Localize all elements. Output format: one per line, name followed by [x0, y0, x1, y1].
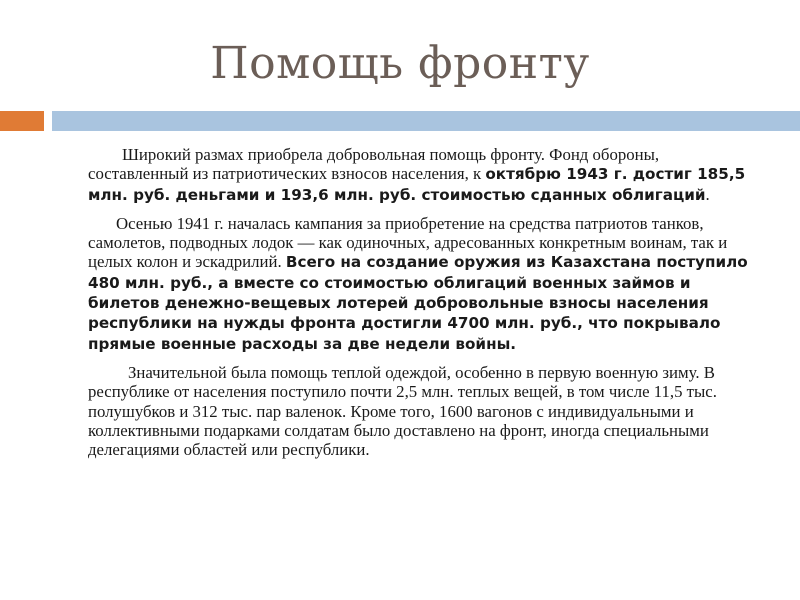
paragraph-1: [88, 145, 760, 205]
slide-body: [88, 145, 760, 468]
paragraph-bold-text: Всего на создание оружия из Казахстана поступило 480 млн. руб., а вместе со стоимостью облигаций военных займов и билетов денежно-вещевых лотерей добровольные взносы населения республики на нужды фронта достигли 4700 млн. руб., что покрывало прямые военные расходы за две недели войны.: [88, 253, 748, 353]
slide-title: Помощь фронту: [210, 38, 590, 89]
accent-bar-right: [52, 111, 800, 131]
paragraph-bold-text: октябрю 1943 г. достиг 185,5 млн. руб. деньгами и 193,6 млн. руб. стоимостью сданных облигаций: [88, 165, 746, 204]
paragraph-text: Широкий размах приобрела добровольная помощь фронту. Фонд обороны, составленный из патриотических взносов населения, к: [88, 145, 660, 184]
paragraph-text: Осенью 1941 г. началась кампания за приобретение на средства патриотов танков, самолетов, подводных лодок — как одиночных, адресованных конкретным воинам, так и целых колон и эскадрилий.: [88, 213, 728, 272]
paragraph-text: .: [705, 184, 710, 204]
paragraph-2: [88, 214, 760, 354]
paragraph-3: [88, 363, 760, 459]
paragraph-text: Значительной была помощь теплой одеждой, особенно в первую военную зиму. В республике от населения поступило почти 2,5 млн. теплых вещей, в том числе 11,5 тыс. полушубков и 312 тыс. пар валенок. Кроме того, 1600 вагонов с индивидуальными и коллективными подарками солдатам было доставлено на фронт, иногда специальными делегациями областей или республики.: [88, 362, 717, 460]
accent-bar-left: [0, 111, 44, 131]
